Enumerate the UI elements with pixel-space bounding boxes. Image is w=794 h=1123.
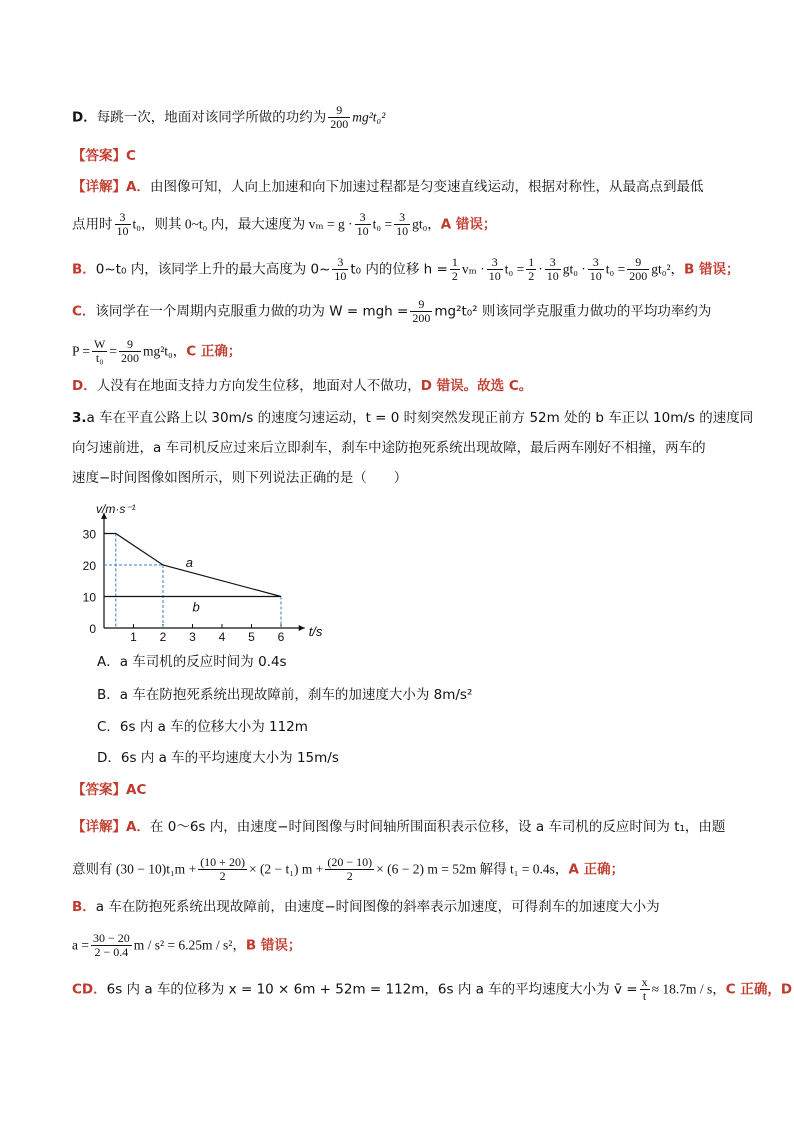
x-tick-label: 2 [159, 630, 167, 644]
option-c: C．6s 内 a 车的位移大小为 112m [97, 719, 308, 735]
fraction: $\frac{(10 + 20)}{2}$ [200, 855, 245, 883]
answer-value: C [126, 148, 136, 164]
detail-label: 【详解】 [72, 819, 126, 835]
fraction: $\frac{3}{10}$ [488, 255, 501, 283]
verdict: B 错误； [245, 937, 302, 954]
question-text: 速度−时间图像如图所示，则下列说法正确的是（ ） [72, 470, 408, 486]
verdict: B 错误； [684, 261, 740, 278]
fraction: $\frac{30 - 20}{2 - 0.4}$ [92, 931, 130, 959]
formula: mg²t₀， [142, 343, 187, 359]
formula: t₀，则其 0~t₀ 内，最大速度为 vₘ = g · [132, 216, 353, 232]
series-label-a: a [185, 555, 193, 570]
formula: gt₀²， [651, 261, 684, 277]
question-3-line-2 [72, 438, 706, 458]
fraction: $\frac{3}{10}$ [396, 210, 409, 238]
detail-option-label: CD． [72, 981, 107, 998]
fraction: $\frac{3}{10}$ [116, 210, 129, 238]
x-axis-arrow [299, 625, 305, 631]
detail2-a-line-2 [72, 856, 624, 883]
formula: vₘ · [461, 261, 485, 277]
fraction: $\frac{1}{2}$ [528, 255, 535, 283]
option-text: 每跳一次，地面对该同学所做的功约为 [96, 109, 327, 126]
formula: m / s² = 6.25m / s²， [133, 937, 246, 953]
detail-text: t₀ 内的位移 h = [350, 261, 448, 278]
detail-text: 由图像可知，人向上加速和向下加速过程都是匀变速直线运动，根据对称性，从最高点到最低 [149, 179, 704, 195]
detail-text: 0~t₀ 内，该同学上升的最大高度为 0~ [95, 261, 331, 278]
detail-text: a 车在防抱死系统出现故障前，由速度−时间图像的斜率表示加速度，可得刹车的加速度大小为 [95, 899, 660, 915]
y-axis-label: v/m·s⁻¹ [96, 501, 136, 516]
formula: · [538, 261, 543, 277]
verdict: D 错误。故选 C。 [420, 378, 533, 394]
series-label-b: b [192, 599, 200, 615]
fraction: $\frac{9}{200}$ [120, 337, 139, 365]
formula: a = [72, 937, 89, 953]
question-3-line-3 [72, 468, 407, 488]
detail-text: 该同学在一个周期内克服重力做的功为 W = mgh = [95, 303, 409, 320]
y-tick-label: 20 [82, 559, 96, 573]
y-tick-label: 30 [82, 527, 96, 542]
detail-d-line [72, 376, 532, 396]
x-tick-label: 1 [130, 630, 137, 644]
answer-line [72, 146, 136, 166]
option-b: B．a 车在防抱死系统出现故障前，刹车的加速度大小为 8m/s² [97, 687, 473, 703]
formula: t₀ = [372, 216, 393, 232]
detail2-b-line-2 [72, 932, 301, 959]
detail-option-label: A． [126, 179, 150, 195]
answer-label: 【答案】 [72, 782, 126, 798]
verdict: A 正确； [568, 861, 625, 878]
detail-text: 点用时 [72, 216, 113, 233]
formula: t₀ = [504, 261, 525, 277]
fraction: $\frac{9}{200}$ [629, 255, 648, 283]
detail-a-line-1 [72, 177, 703, 197]
x-axis-label: t/s [308, 624, 323, 639]
velocity-time-chart [68, 500, 328, 650]
fraction: $\frac{3}{10}$ [334, 255, 347, 283]
formula: × (6 − 2) m = 52m 解得 t₁ = 0.4s， [376, 861, 569, 877]
fraction: $\frac{3}{10}$ [546, 255, 559, 283]
detail-text: 6s 内 a 车的位移为 x = 10 × 6m + 52m = 112m，6s 内 a 车的平均速度大小为 v̄ = [106, 981, 638, 998]
answer-line [72, 780, 146, 800]
formula: 意则有 (30 − 10)t₁m + [72, 861, 197, 877]
fraction: $\frac{1}{2}$ [451, 255, 458, 283]
detail2-b-line-1 [72, 897, 660, 917]
x-tick-label: 5 [248, 630, 255, 644]
formula: P = [72, 343, 90, 359]
detail-text: 在 0～6s 内，由速度−时间图像与时间轴所围面积表示位移，设 a 车司机的反应时间为 t₁，由题 [149, 819, 726, 835]
detail-b-line [72, 256, 740, 283]
y-tick-label: 0 [89, 622, 96, 636]
detail2-cd-line [72, 976, 792, 1003]
y-tick-label: 10 [82, 590, 96, 605]
fraction: $\frac{3}{10}$ [356, 210, 369, 238]
formula: × (2 − t₁) m + [248, 861, 324, 877]
formula: = [109, 343, 117, 359]
x-tick-label: 6 [277, 630, 285, 644]
formula: t₀ = [605, 261, 626, 277]
detail-a-line-2 [72, 211, 496, 238]
formula: gt₀， [412, 216, 441, 232]
fraction: $\frac{(20 - 10)}{2}$ [327, 855, 373, 883]
detail-option-label: D． [72, 378, 97, 394]
fraction: $\frac{9}{200}$ [330, 103, 349, 131]
question-text: 向匀速前进，a 车司机反应过来后立即刹车，刹车中途防抱死系统出现故障，最后两车刚好不相撞，两车的 [72, 440, 706, 456]
fraction: $\frac{W}{\text{t₀}}$ [94, 337, 106, 365]
detail-option-label: A． [126, 819, 150, 835]
fraction: $\frac{3}{10}$ [589, 255, 602, 283]
question-3-line-1 [72, 408, 753, 428]
detail-c-line-1 [72, 298, 711, 325]
verdict: A 错误； [440, 216, 497, 233]
fraction: $\frac{x}{t}$ [641, 975, 648, 1003]
verdict: C 正确； [186, 343, 242, 360]
question-number: 3. [72, 410, 87, 426]
detail-c-line-2 [72, 338, 241, 365]
answer-label: 【答案】 [72, 148, 126, 164]
answer-value: AC [126, 782, 147, 798]
verdict: C 正确，D [725, 981, 793, 998]
formula: mg²t₀² [352, 109, 386, 125]
formula: gt₀ · [562, 261, 586, 277]
detail-option-label: C． [72, 303, 96, 320]
option-d-line [72, 104, 385, 131]
detail-option-label: B． [72, 261, 96, 278]
option-a: A．a 车司机的反应时间为 0.4s [97, 654, 287, 670]
formula: ≈ 18.7m / s， [651, 981, 726, 997]
detail-option-label: B． [72, 899, 96, 915]
detail-label: 【详解】 [72, 179, 126, 195]
detail2-a-line-1 [72, 817, 725, 837]
x-tick-label: 4 [218, 630, 226, 644]
detail-text: 人没有在地面支持力方向发生位移，地面对人不做功， [96, 378, 421, 394]
option-d: D．6s 内 a 车的平均速度大小为 15m/s [97, 750, 339, 766]
question-text: a 车在平直公路上以 30m/s 的速度匀速运动，t = 0 时刻突然发现正前方 52m 处的 b 车正以 10m/s 的速度同 [86, 410, 754, 426]
detail-text: mg²t₀² 则该同学克服重力做功的平均功率约为 [434, 303, 712, 320]
x-tick-label: 3 [189, 630, 196, 644]
fraction: $\frac{9}{200}$ [412, 297, 431, 325]
option-label: D． [72, 109, 97, 126]
